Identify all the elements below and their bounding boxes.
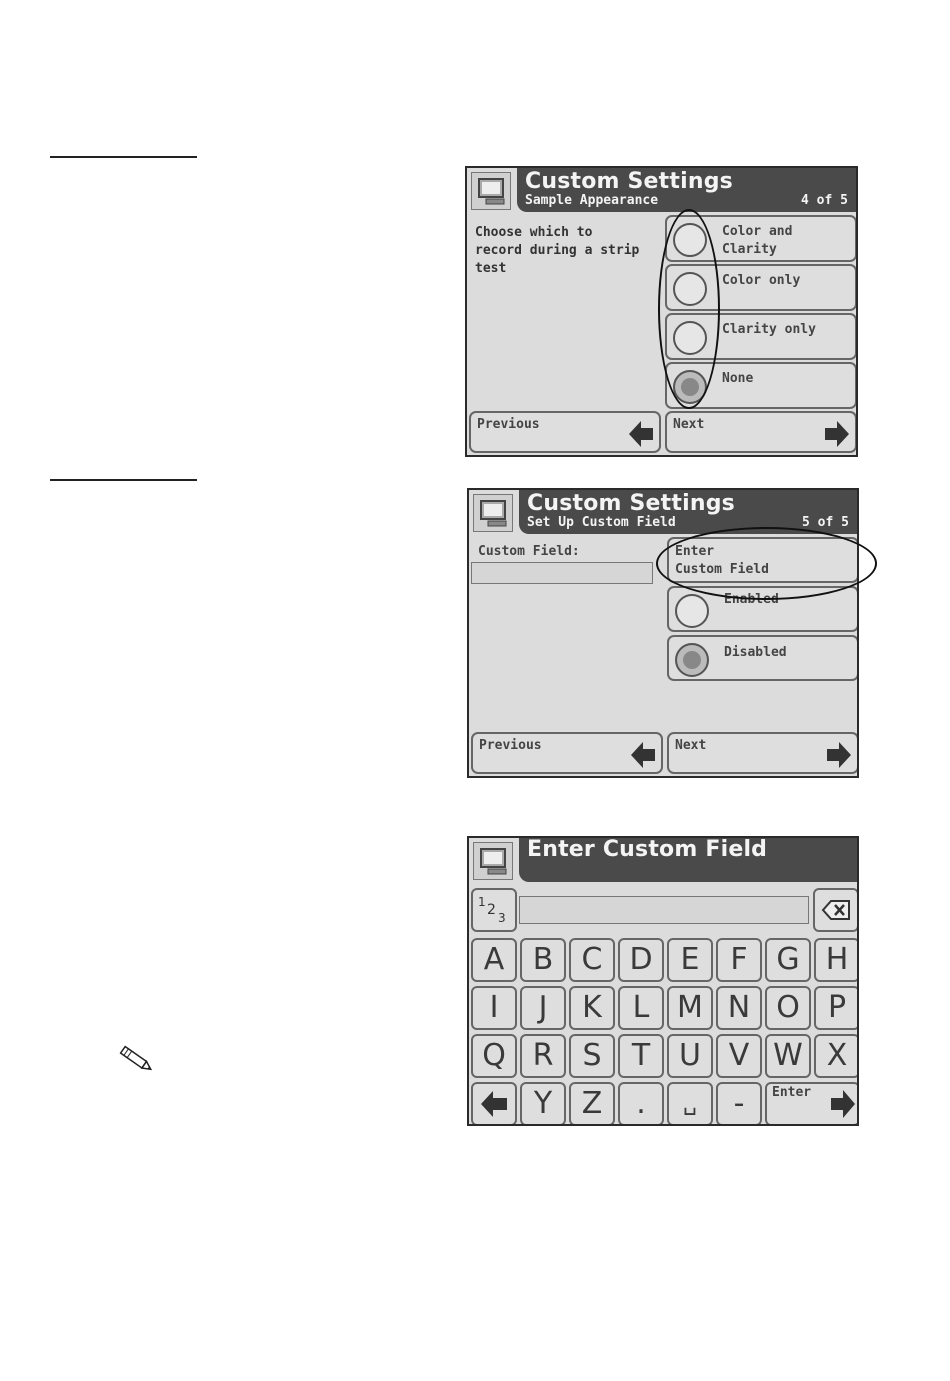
key-i[interactable]: I <box>471 986 517 1030</box>
radio-icon <box>673 223 707 257</box>
key-f[interactable]: F <box>716 938 762 982</box>
key-a[interactable]: A <box>471 938 517 982</box>
section-rule-1 <box>50 156 197 158</box>
next-button[interactable] <box>665 411 857 453</box>
radio-icon <box>673 272 707 306</box>
key-z[interactable]: Z <box>569 1082 615 1126</box>
option-label: Color only <box>722 273 801 288</box>
option-label: None <box>722 371 754 386</box>
screen-subtitle: Set Up Custom Field <box>527 515 676 530</box>
screen-subtitle: Sample Appearance <box>525 193 659 208</box>
custom-field-input[interactable] <box>471 562 653 584</box>
next-label: Next <box>673 417 705 432</box>
header-bar <box>519 490 857 534</box>
svg-text:2: 2 <box>487 902 496 918</box>
key-space[interactable]: ␣ <box>667 1082 713 1126</box>
key-n[interactable]: N <box>716 986 762 1030</box>
enter-key[interactable] <box>765 1082 859 1126</box>
key-e[interactable]: E <box>667 938 713 982</box>
page-indicator: 5 of 5 <box>802 515 849 530</box>
key-p[interactable]: P <box>814 986 859 1030</box>
numeric-icon <box>473 890 515 930</box>
option-enabled[interactable] <box>667 586 859 632</box>
key-t[interactable]: T <box>618 1034 664 1078</box>
pencil-icon <box>116 1044 156 1074</box>
radio-selected-icon <box>675 643 709 677</box>
previous-button[interactable] <box>471 732 663 774</box>
enter-custom-field-label: Enter Custom Field <box>675 544 769 577</box>
screen-title: Enter Custom Field <box>527 837 768 862</box>
key-q[interactable]: Q <box>471 1034 517 1078</box>
key-s[interactable]: S <box>569 1034 615 1078</box>
option-label: Enabled <box>724 592 779 607</box>
key-m[interactable]: M <box>667 986 713 1030</box>
custom-field-label: Custom Field: <box>478 544 580 559</box>
backspace-button[interactable] <box>813 888 859 932</box>
key-b[interactable]: B <box>520 938 566 982</box>
option-color-only[interactable] <box>665 264 857 311</box>
text-entry-field[interactable] <box>519 896 809 924</box>
previous-button[interactable] <box>469 411 661 453</box>
header-bar <box>517 168 856 212</box>
option-none[interactable] <box>665 362 857 409</box>
radio-icon <box>673 321 707 355</box>
section-rule-2 <box>50 479 197 481</box>
arrow-right-icon <box>831 1090 855 1118</box>
key-d[interactable]: D <box>618 938 664 982</box>
radio-icon <box>675 594 709 628</box>
next-label: Next <box>675 738 707 753</box>
key-j[interactable]: J <box>520 986 566 1030</box>
key-c[interactable]: C <box>569 938 615 982</box>
key-k[interactable]: K <box>569 986 615 1030</box>
enter-label: Enter <box>772 1085 812 1100</box>
sample-appearance-screen <box>465 166 858 457</box>
option-label: Color and Clarity <box>722 224 793 257</box>
key-v[interactable]: V <box>716 1034 762 1078</box>
key-h[interactable]: H <box>814 938 859 982</box>
next-button[interactable] <box>667 732 859 774</box>
previous-label: Previous <box>477 417 540 432</box>
monitor-icon <box>473 842 513 880</box>
key-w[interactable]: W <box>765 1034 811 1078</box>
enter-custom-field-keyboard <box>467 836 859 1126</box>
numeric-toggle-button[interactable] <box>471 888 517 932</box>
cursor-left-key[interactable] <box>471 1082 517 1126</box>
screen-header <box>467 168 856 214</box>
key-y[interactable]: Y <box>520 1082 566 1126</box>
screen-title: Custom Settings <box>527 491 735 516</box>
screen-header <box>469 838 857 884</box>
page-indicator: 4 of 5 <box>801 193 848 208</box>
screen-title: Custom Settings <box>525 169 733 194</box>
arrow-left-icon <box>631 742 655 768</box>
key-l[interactable]: L <box>618 986 664 1030</box>
option-clarity-only[interactable] <box>665 313 857 360</box>
key-x[interactable]: X <box>814 1034 859 1078</box>
custom-field-setup-screen <box>467 488 859 778</box>
key-o[interactable]: O <box>765 986 811 1030</box>
svg-text:1: 1 <box>478 895 486 909</box>
option-color-and-clarity[interactable] <box>665 215 857 262</box>
svg-text:3: 3 <box>498 911 506 925</box>
option-label: Clarity only <box>722 322 816 337</box>
monitor-icon <box>471 172 511 210</box>
key-g[interactable]: G <box>765 938 811 982</box>
key-hyphen[interactable]: - <box>716 1082 762 1126</box>
key-u[interactable]: U <box>667 1034 713 1078</box>
previous-label: Previous <box>479 738 542 753</box>
option-disabled[interactable] <box>667 635 859 681</box>
arrow-right-icon <box>827 742 851 768</box>
arrow-right-icon <box>825 421 849 447</box>
monitor-icon <box>473 494 513 532</box>
prompt-text: Choose which to record during a strip test <box>475 225 640 276</box>
option-label: Disabled <box>724 645 787 660</box>
radio-selected-icon <box>673 370 707 404</box>
key-r[interactable]: R <box>520 1034 566 1078</box>
enter-custom-field-button[interactable] <box>667 537 859 583</box>
key-period[interactable]: . <box>618 1082 664 1126</box>
arrow-left-icon <box>629 421 653 447</box>
screen-header <box>469 490 857 536</box>
backspace-icon <box>815 890 857 930</box>
header-bar <box>519 838 857 882</box>
arrow-left-icon <box>473 1084 515 1124</box>
